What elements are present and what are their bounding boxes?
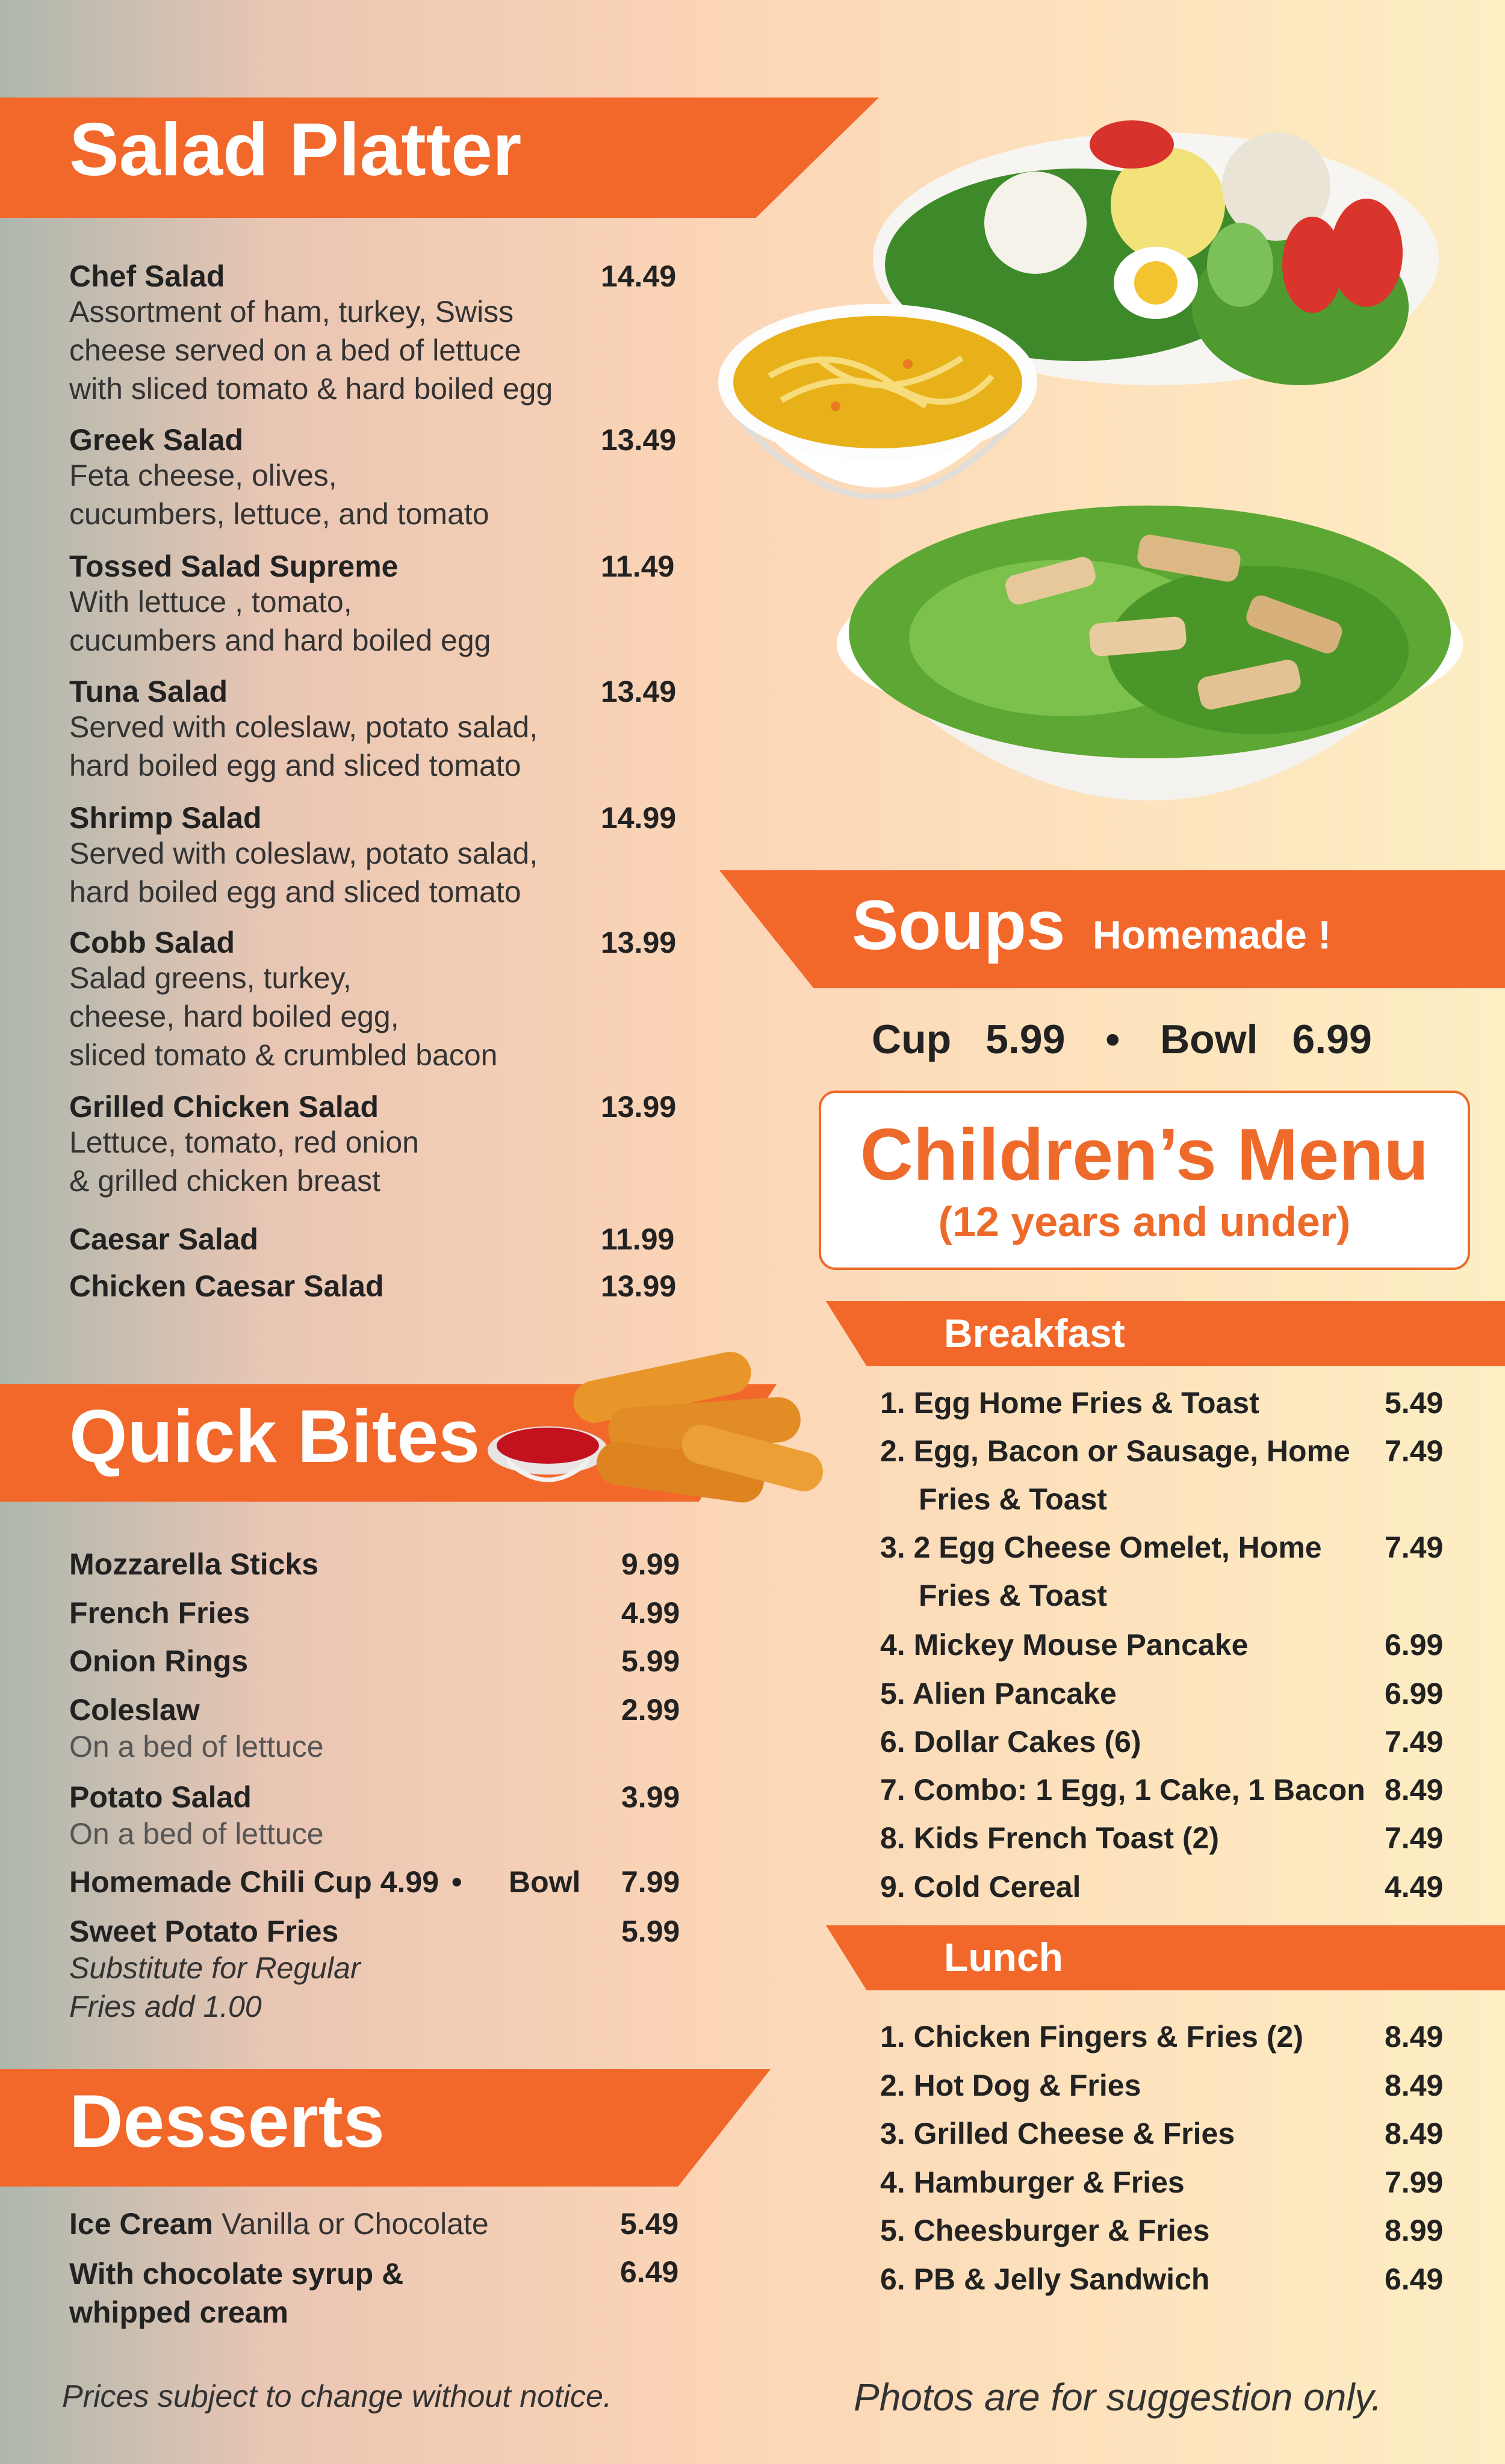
quick-item-name: French Fries bbox=[69, 1596, 250, 1630]
salad-item-price: 11.49 bbox=[601, 549, 675, 583]
salad-item-desc: Feta cheese, olives, bbox=[69, 459, 337, 492]
breakfast-item-name: Fries & Toast bbox=[919, 1482, 1108, 1516]
breakfast-item-price: 7.49 bbox=[1385, 1434, 1444, 1468]
salad-item-price: 13.99 bbox=[601, 1269, 677, 1303]
salad-item-name: Tossed Salad Supreme bbox=[69, 549, 399, 583]
children-subtitle: (12 years and under) bbox=[938, 1198, 1351, 1245]
breakfast-item-name: 2. Egg, Bacon or Sausage, Home bbox=[880, 1434, 1350, 1468]
lunch-banner bbox=[826, 1925, 1505, 1990]
quick-item-name: Mozzarella Sticks bbox=[69, 1547, 319, 1581]
lunch-item-name: 4. Hamburger & Fries bbox=[880, 2165, 1185, 2199]
salad-item-desc: hard boiled egg and sliced tomato bbox=[69, 749, 521, 782]
mozzarella-sticks-image bbox=[560, 1348, 837, 1529]
salad-item-price: 13.99 bbox=[601, 926, 677, 959]
breakfast-item-name: 5. Alien Pancake bbox=[880, 1677, 1117, 1710]
salad-item-name: Caesar Salad bbox=[69, 1222, 259, 1256]
breakfast-item-name: 8. Kids French Toast (2) bbox=[880, 1821, 1220, 1855]
cup-label: Cup bbox=[872, 1017, 952, 1062]
breakfast-title: Breakfast bbox=[944, 1311, 1125, 1355]
salad-item-desc: cheese, hard boiled egg, bbox=[69, 1000, 399, 1033]
quick-item-desc: Fries add 1.00 bbox=[69, 1990, 262, 2023]
breakfast-item-name: 6. Dollar Cakes (6) bbox=[880, 1725, 1141, 1759]
quick-item-price: 2.99 bbox=[621, 1693, 680, 1727]
quick-item-desc: Substitute for Regular bbox=[69, 1951, 361, 1985]
quick-item-price: 5.99 bbox=[621, 1644, 680, 1678]
salad-item-desc: cheese served on a bed of lettuce bbox=[69, 333, 521, 367]
quick-item-name: Sweet Potato Fries bbox=[69, 1915, 339, 1948]
lunch-item-name: 6. PB & Jelly Sandwich bbox=[880, 2262, 1210, 2296]
quick-title: Quick Bites bbox=[69, 1395, 480, 1478]
salad-item-desc: cucumbers and hard boiled egg bbox=[69, 624, 491, 657]
lunch-item-price: 7.99 bbox=[1385, 2165, 1444, 2199]
lunch-item-price: 8.49 bbox=[1385, 2117, 1444, 2150]
desserts-title: Desserts bbox=[69, 2080, 385, 2163]
salad-item-name: Shrimp Salad bbox=[69, 801, 262, 835]
breakfast-item-price: 6.99 bbox=[1385, 1628, 1444, 1662]
lunch-item-name: 2. Hot Dog & Fries bbox=[880, 2069, 1141, 2102]
bowl-label: Bowl bbox=[1160, 1017, 1258, 1062]
breakfast-item-name: 7. Combo: 1 Egg, 1 Cake, 1 Bacon bbox=[880, 1773, 1365, 1807]
quick-item-bullet: • bbox=[452, 1865, 462, 1899]
salad-item-name: Chef Salad bbox=[69, 259, 225, 293]
salad-item-desc: & grilled chicken breast bbox=[69, 1164, 380, 1198]
breakfast-item-name: 9. Cold Cereal bbox=[880, 1870, 1081, 1904]
quick-item-name: Potato Salad bbox=[69, 1780, 252, 1814]
quick-item-name: Onion Rings bbox=[69, 1644, 249, 1678]
salad-item-price: 11.99 bbox=[601, 1222, 675, 1256]
quick-item-price: 5.99 bbox=[621, 1915, 680, 1948]
soups-title: Soups bbox=[852, 886, 1066, 964]
salad-item-name: Tuna Salad bbox=[69, 675, 228, 708]
breakfast-item-price: 7.49 bbox=[1385, 1531, 1444, 1564]
footer-right-note: Photos are for suggestion only. bbox=[854, 2376, 1382, 2419]
salad-item-desc: Salad greens, turkey, bbox=[69, 961, 352, 995]
lunch-item-price: 6.49 bbox=[1385, 2262, 1444, 2296]
salad-item-desc: with sliced tomato & hard boiled egg bbox=[69, 372, 553, 406]
salad-item-price: 14.99 bbox=[601, 801, 677, 835]
breakfast-item-price: 4.49 bbox=[1385, 1870, 1444, 1904]
salad-item-price: 13.99 bbox=[601, 1090, 677, 1124]
breakfast-item-price: 7.49 bbox=[1385, 1725, 1444, 1759]
breakfast-banner bbox=[826, 1301, 1505, 1366]
cup-price: 5.99 bbox=[985, 1017, 1066, 1062]
children-title: Children’s Menu bbox=[860, 1113, 1429, 1195]
quick-item-price: 7.99 bbox=[621, 1865, 680, 1899]
salad-item-name: Chicken Caesar Salad bbox=[69, 1269, 384, 1303]
quick-item-desc: On a bed of lettuce bbox=[69, 1817, 324, 1851]
salad-item-price: 13.49 bbox=[601, 423, 677, 457]
salad-item-desc: sliced tomato & crumbled bacon bbox=[69, 1038, 498, 1072]
quick-item-name: Coleslaw bbox=[69, 1693, 200, 1727]
quick-item-price: 4.99 bbox=[621, 1596, 680, 1630]
caesar-salad-image bbox=[825, 481, 1475, 843]
quick-item-price: 3.99 bbox=[621, 1780, 680, 1814]
lunch-item-price: 8.99 bbox=[1385, 2214, 1444, 2247]
salad-item-name: Cobb Salad bbox=[69, 926, 235, 959]
breakfast-item-price: 5.49 bbox=[1385, 1386, 1444, 1420]
quick-item-bowl: Bowl bbox=[509, 1865, 581, 1899]
breakfast-item-name: 1. Egg Home Fries & Toast bbox=[880, 1386, 1259, 1420]
soup-prices bbox=[872, 1016, 1372, 1063]
bowl-price: 6.99 bbox=[1292, 1017, 1372, 1062]
dessert-item-ice-cream: Ice Cream Vanilla or Chocolate bbox=[69, 2207, 489, 2241]
salad-item-price: 14.49 bbox=[601, 259, 677, 293]
breakfast-item-name: 4. Mickey Mouse Pancake bbox=[880, 1628, 1249, 1662]
breakfast-item-name: 3. 2 Egg Cheese Omelet, Home bbox=[880, 1531, 1322, 1564]
dessert-item-syrup: With chocolate syrup & whipped cream bbox=[69, 2257, 404, 2329]
breakfast-item-name: Fries & Toast bbox=[919, 1579, 1108, 1612]
dessert-price-ice-cream: 5.49 bbox=[620, 2207, 679, 2241]
quick-item-name: Homemade Chili Cup 4.99 bbox=[69, 1865, 439, 1899]
salad-item-desc: Lettuce, tomato, red onion bbox=[69, 1125, 419, 1159]
soups-subtitle: Homemade ! bbox=[1093, 912, 1332, 957]
salad-item-price: 13.49 bbox=[601, 675, 677, 708]
salad-item-name: Greek Salad bbox=[69, 423, 244, 457]
breakfast-item-price: 8.49 bbox=[1385, 1773, 1444, 1807]
lunch-title: Lunch bbox=[944, 1935, 1063, 1980]
breakfast-item-price: 7.49 bbox=[1385, 1821, 1444, 1855]
salad-title: Salad Platter bbox=[69, 108, 522, 191]
breakfast-item-price: 6.99 bbox=[1385, 1677, 1444, 1710]
salad-item-desc: cucumbers, lettuce, and tomato bbox=[69, 497, 489, 531]
lunch-item-name: 3. Grilled Cheese & Fries bbox=[880, 2117, 1235, 2150]
salad-item-desc: Assortment of ham, turkey, Swiss bbox=[69, 295, 514, 329]
soup-bullet: • bbox=[1105, 1017, 1120, 1062]
quick-item-desc: On a bed of lettuce bbox=[69, 1730, 324, 1763]
salad-item-name: Grilled Chicken Salad bbox=[69, 1090, 379, 1124]
salad-item-desc: With lettuce , tomato, bbox=[69, 585, 352, 619]
salad-item-desc: hard boiled egg and sliced tomato bbox=[69, 875, 521, 909]
lunch-item-price: 8.49 bbox=[1385, 2020, 1444, 2054]
footer-left-note: Prices subject to change without notice. bbox=[62, 2379, 612, 2414]
lunch-item-name: 5. Cheesburger & Fries bbox=[880, 2214, 1210, 2247]
salad-item-desc: Served with coleslaw, potato salad, bbox=[69, 837, 538, 870]
salad-item-desc: Served with coleslaw, potato salad, bbox=[69, 710, 538, 744]
lunch-item-price: 8.49 bbox=[1385, 2069, 1444, 2102]
dessert-price-syrup: 6.49 bbox=[620, 2255, 679, 2289]
lunch-item-name: 1. Chicken Fingers & Fries (2) bbox=[880, 2020, 1303, 2054]
quick-item-price: 9.99 bbox=[621, 1547, 680, 1581]
